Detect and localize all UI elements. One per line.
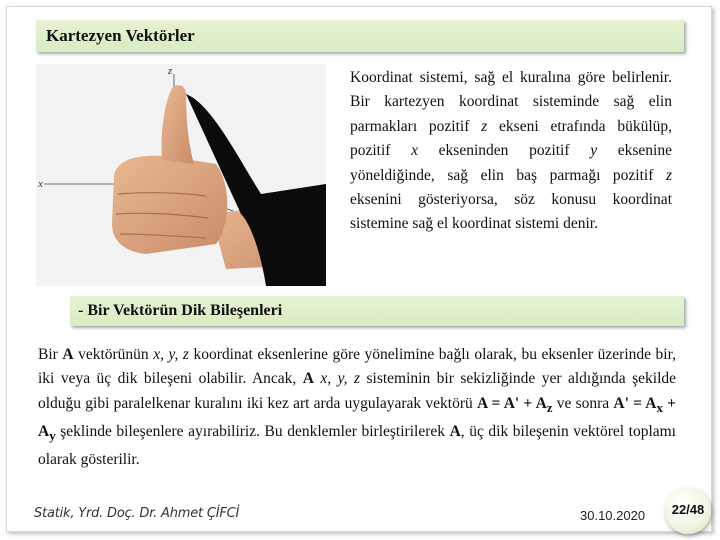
body-run: x xyxy=(656,399,663,415)
intro-run: eksenini gösteriyorsa, söz konusu koordinat sistemine sağ el koordinat sistemi denir. xyxy=(350,191,672,233)
hand-illustration xyxy=(36,64,326,286)
intro-run: ekseninden pozitif xyxy=(418,142,591,160)
body-run: ve sonra xyxy=(552,394,614,412)
footer-date: 30.10.2020 xyxy=(580,508,646,523)
intro-run: Koordinat sistemi, sağ el kuralına göre belirlenir. Bir kartezyen koordinat sisteminde sağ elin parmakları pozitif xyxy=(350,69,672,135)
body-run: A xyxy=(62,346,74,363)
body-run: koordinat eksenlerine göre yönelimine bağlı olarak, bu eksenler üzerinde bir, iki veya üç dik bileşeni olabilir. Ancak, xyxy=(38,346,676,388)
body-run: y xyxy=(49,428,56,444)
page-number-badge xyxy=(665,488,711,534)
slide-title: Kartezyen Vektörler xyxy=(46,26,195,45)
body-run: z xyxy=(546,399,553,415)
intro-run: y xyxy=(590,142,598,160)
section-title: - Bir Vektörün Dik Bileşenleri xyxy=(78,302,283,319)
body-run: şeklinde bileşenlere ayırabiliriz. Bu denklemler birleştirilerek xyxy=(55,422,450,440)
body-run: sisteminin bir sekizliğinde yer aldığında şekilde olduğu gibi paralelkenar kuralını iki kez art arda uygulayarak vektörü xyxy=(38,370,677,412)
page-number: 22/48 xyxy=(671,502,705,517)
body-run: x, y, z xyxy=(320,370,361,388)
body-run: x, y, z xyxy=(153,346,189,363)
intro-run: z xyxy=(665,166,672,184)
intro-run: ekseni etrafında bükülüp, pozitif xyxy=(350,117,673,160)
title-bar xyxy=(36,20,684,52)
body-run: A xyxy=(449,422,461,440)
z-axis-label: z xyxy=(168,65,173,77)
section-bar xyxy=(70,296,684,326)
x-axis-label: x xyxy=(38,178,43,190)
body-run: Bir xyxy=(38,346,63,363)
footer-author: Statik, Yrd. Doç. Dr. Ahmet ÇİFCİ xyxy=(34,506,240,521)
intro-run: z xyxy=(481,117,488,135)
intro-run: x xyxy=(411,142,419,160)
body-run: + A xyxy=(38,394,676,440)
intro-paragraph xyxy=(350,66,672,237)
body-run: A = A' + A xyxy=(476,394,547,412)
body-run: , üç dik bileşenin vektörel toplamı olarak gösterilir. xyxy=(38,422,676,469)
right-hand-rule-photo xyxy=(36,64,326,286)
fist xyxy=(112,156,227,254)
body-run: A xyxy=(302,370,314,388)
body-run: A' = A xyxy=(613,394,657,412)
intro-run: eksenine yöneldiğinde, sağ elin baş parmağı pozitif xyxy=(350,142,672,184)
body-run: vektörünün xyxy=(73,346,154,363)
body-paragraph xyxy=(38,343,676,473)
